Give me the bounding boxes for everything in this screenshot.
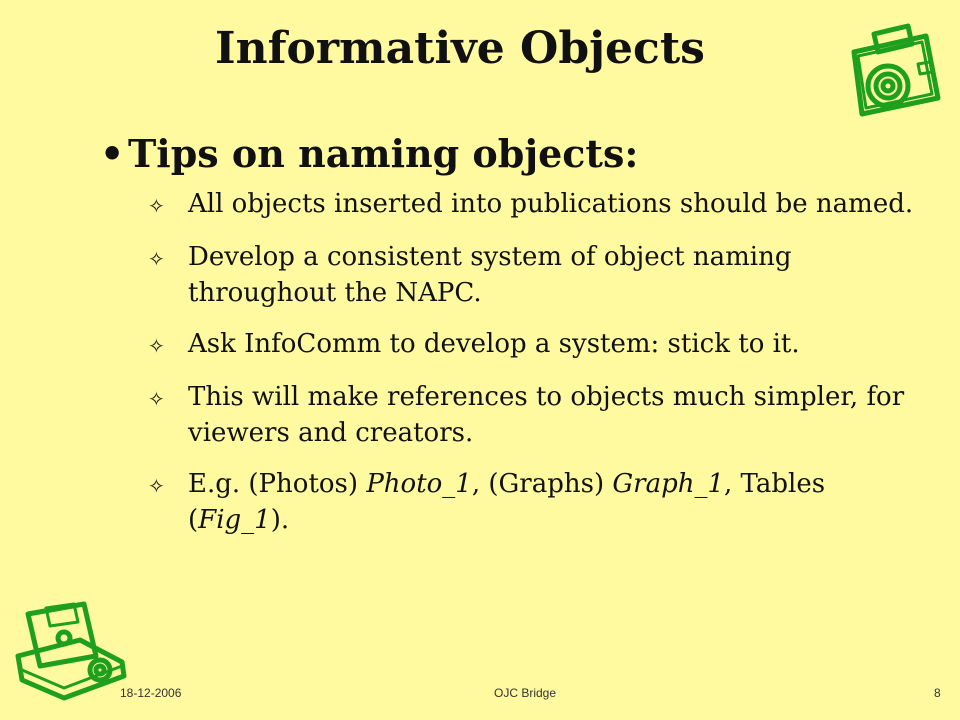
- text-run: E.g. (Photos): [188, 469, 367, 499]
- footer-page-number: 8: [934, 686, 941, 700]
- sub-bullet-text: [188, 239, 928, 311]
- sub-bullet-item: [148, 186, 928, 224]
- italic-text: Photo_1: [366, 469, 472, 499]
- sub-bullet-list: [148, 186, 928, 553]
- sub-bullet-text: [188, 186, 928, 222]
- slide-title: Informative Objects: [215, 23, 705, 74]
- star-bullet-icon: ✧: [148, 387, 165, 411]
- sub-bullet-item: [148, 379, 928, 451]
- star-bullet-icon: ✧: [148, 247, 165, 271]
- text-run: ).: [270, 505, 290, 535]
- sub-bullet-text: [188, 379, 928, 451]
- text-run: , (Graphs): [471, 469, 613, 499]
- italic-text: Graph_1: [612, 469, 725, 499]
- italic-text: Fig_1: [198, 505, 271, 535]
- footer-center: OJC Bridge: [493, 686, 557, 700]
- sub-bullet-item: [148, 239, 928, 311]
- text-run: , Tables (: [188, 469, 826, 535]
- text-run: This will make references to objects much simpler, for viewers and creators.: [188, 382, 905, 448]
- main-bullet-text: Tips on naming objects:: [128, 131, 639, 176]
- text-run: All objects inserted into publications should be named.: [188, 189, 914, 219]
- sub-bullet-text: [188, 466, 928, 538]
- sub-bullet-text: [188, 326, 928, 362]
- text-run: Develop a consistent system of object naming throughout the NAPC.: [188, 242, 792, 308]
- text-run: Ask InfoComm to develop a system: stick to it.: [188, 329, 800, 359]
- star-bullet-icon: ✧: [148, 334, 165, 358]
- sub-bullet-item: [148, 326, 928, 364]
- star-bullet-icon: ✧: [148, 194, 165, 218]
- footer-date: 18-12-2006: [120, 686, 182, 700]
- sub-bullet-item: [148, 466, 928, 538]
- main-bullet: [100, 130, 638, 178]
- bullet-dot: •: [100, 131, 125, 176]
- star-bullet-icon: ✧: [148, 474, 165, 498]
- camera-icon: [838, 14, 948, 124]
